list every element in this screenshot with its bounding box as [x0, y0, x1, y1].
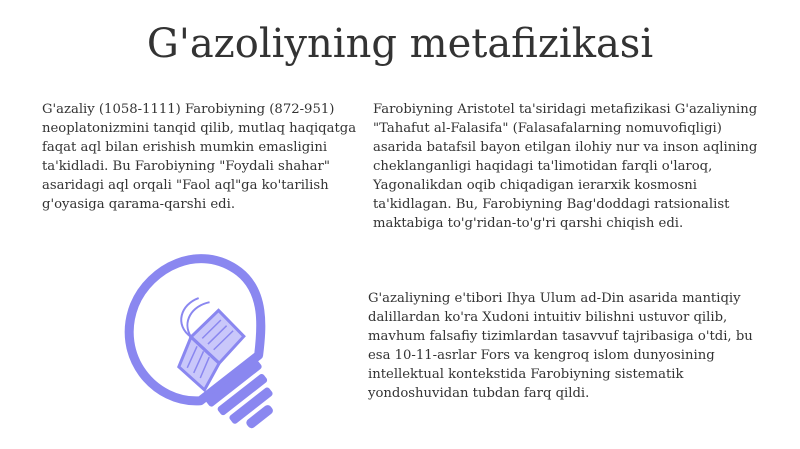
paragraph-farabi-metaphysics: Farobiyning Aristotel ta'siridagi metafizikasi G'azaliyning "Tahafut al-Falasifa" (Falasafalarning nomuvofiqligi) asarida batafsil bayon etilgan ilohiy nur va inson aqlining cheklanganligi haqidagi ta'limotidan farqli o'laroq, Yagonalikdan oqib chiqadigan ierarxik kosmosni ta'kidlagan. Bu, Farobiyning Bag'doddagi ratsionalist maktabiga to'g'ridan-to'g'ri qarshi chiqish edi. [373, 102, 758, 231]
paragraph-ghazali-critique: G'azaliy (1058-1111) Farobiyning (872-951) neoplatonizmini tanqid qilib, mutlaq haqiqatga faqat aql bilan erishish mumkin emasligini ta'kidladi. Bu Farobiyning "Foydali shahar" asaridagi aql orqali "Faol aql"ga ko'tarilish g'oyasiga qarama-qarshi edi. [42, 102, 357, 212]
slide-title: G'azoliyning metafizikasi [146, 21, 654, 67]
paragraph-ihya-ulum: G'azaliyning e'tibori Ihya Ulum ad-Din asarida mantiqiy dalillardan ko'ra Xudoni intuitiv bilishni ustuvor qilib, mavhum falsafiy tizimlardan tasavvuf tajribasiga o'tdi, bu esa 10-11-asrlar Fors va kengroq islom dunyosining intellektual kontekstida Farobiyning sistematik yondoshuvidan tubdan farq qildi. [368, 291, 753, 401]
lightbulb-book-icon [90, 245, 305, 445]
